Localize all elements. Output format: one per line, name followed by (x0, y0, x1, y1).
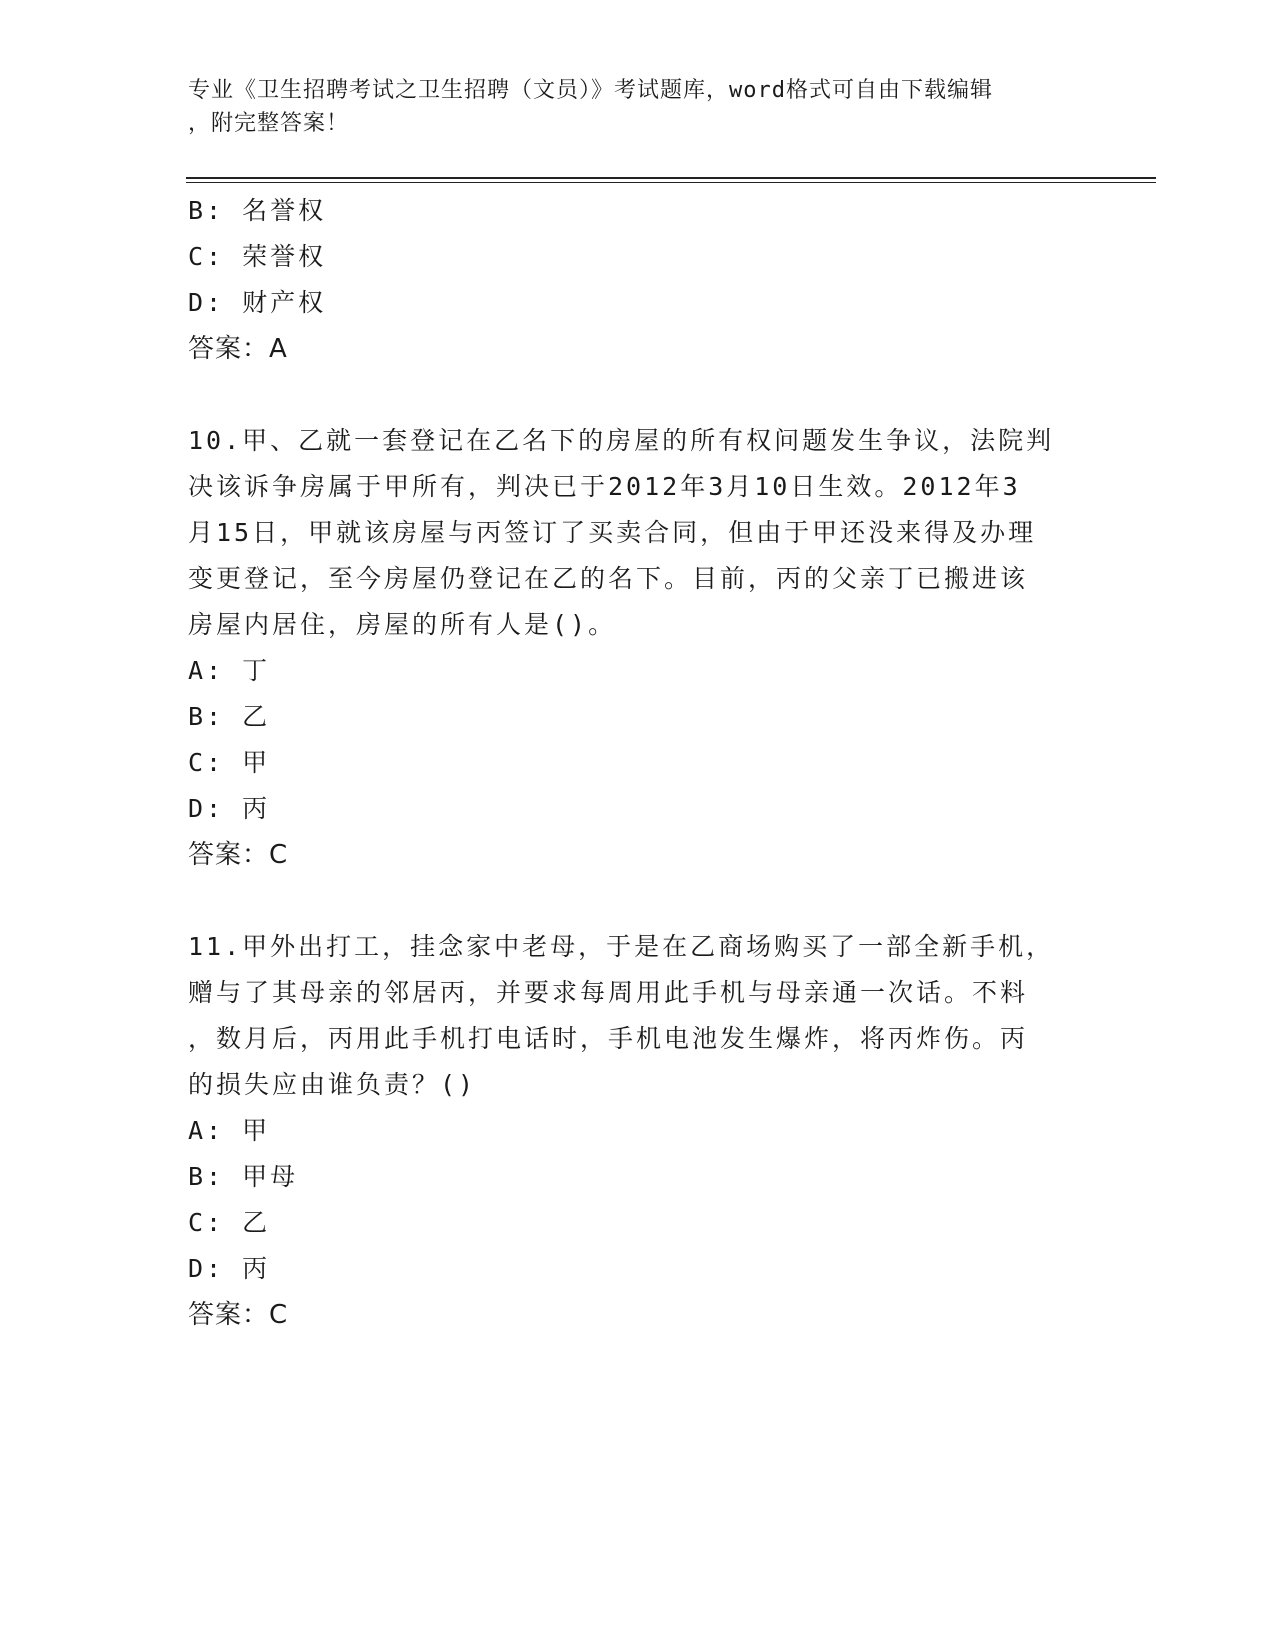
spacer (188, 878, 1088, 924)
answer: 答案：C (188, 1300, 289, 1330)
question-stem (188, 418, 1078, 648)
question-10 (188, 418, 1088, 878)
option-b: B: 名誉权 (188, 196, 327, 225)
stem-line: 房屋内居住，房屋的所有人是()。 (188, 610, 617, 639)
option-d: D: 丙 (188, 794, 271, 823)
option-d: D: 财产权 (188, 288, 327, 317)
option-d: D: 丙 (188, 1254, 271, 1283)
option-c: C: 甲 (188, 748, 271, 777)
spacer (188, 372, 1088, 418)
option-b: B: 甲母 (188, 1162, 299, 1191)
header-divider-thick (186, 177, 1156, 179)
stem-line: 月15日，甲就该房屋与丙签订了买卖合同，但由于甲还没来得及办理 (188, 518, 1037, 547)
stem-line: 的损失应由谁负责？() (188, 1070, 477, 1099)
question-stem (188, 924, 1078, 1108)
option-c: C: 荣誉权 (188, 242, 327, 271)
stem-line: ，数月后，丙用此手机打电话时，手机电池发生爆炸，将丙炸伤。丙 (188, 1024, 1029, 1053)
stem-line: 10.甲、乙就一套登记在乙名下的房屋的所有权问题发生争议，法院判 (188, 426, 1055, 455)
option-c: C: 乙 (188, 1208, 271, 1237)
answer: 答案：C (188, 840, 289, 870)
header-line-2: ，附完整答案！ (188, 111, 350, 136)
option-b: B: 乙 (188, 702, 271, 731)
stem-line: 决该诉争房属于甲所有，判决已于2012年3月10日生效。2012年3 (188, 472, 1021, 501)
header-line-1: 专业《卫生招聘考试之卫生招聘（文员）》考试题库，word格式可自由下载编辑 (188, 78, 993, 103)
header-divider-thin (186, 182, 1156, 183)
answer: 答案：A (188, 334, 288, 364)
stem-line: 变更登记，至今房屋仍登记在乙的名下。目前，丙的父亲丁已搬进该 (188, 564, 1029, 593)
document-header (188, 74, 1068, 140)
option-a: A: 丁 (188, 656, 271, 685)
question-9-tail (188, 188, 1088, 372)
option-a: A: 甲 (188, 1116, 271, 1145)
question-11 (188, 924, 1088, 1338)
document-body (188, 188, 1088, 1338)
stem-line: 赠与了其母亲的邻居丙，并要求每周用此手机与母亲通一次话。不料 (188, 978, 1029, 1007)
stem-line: 11.甲外出打工，挂念家中老母，于是在乙商场购买了一部全新手机， (188, 932, 1055, 961)
